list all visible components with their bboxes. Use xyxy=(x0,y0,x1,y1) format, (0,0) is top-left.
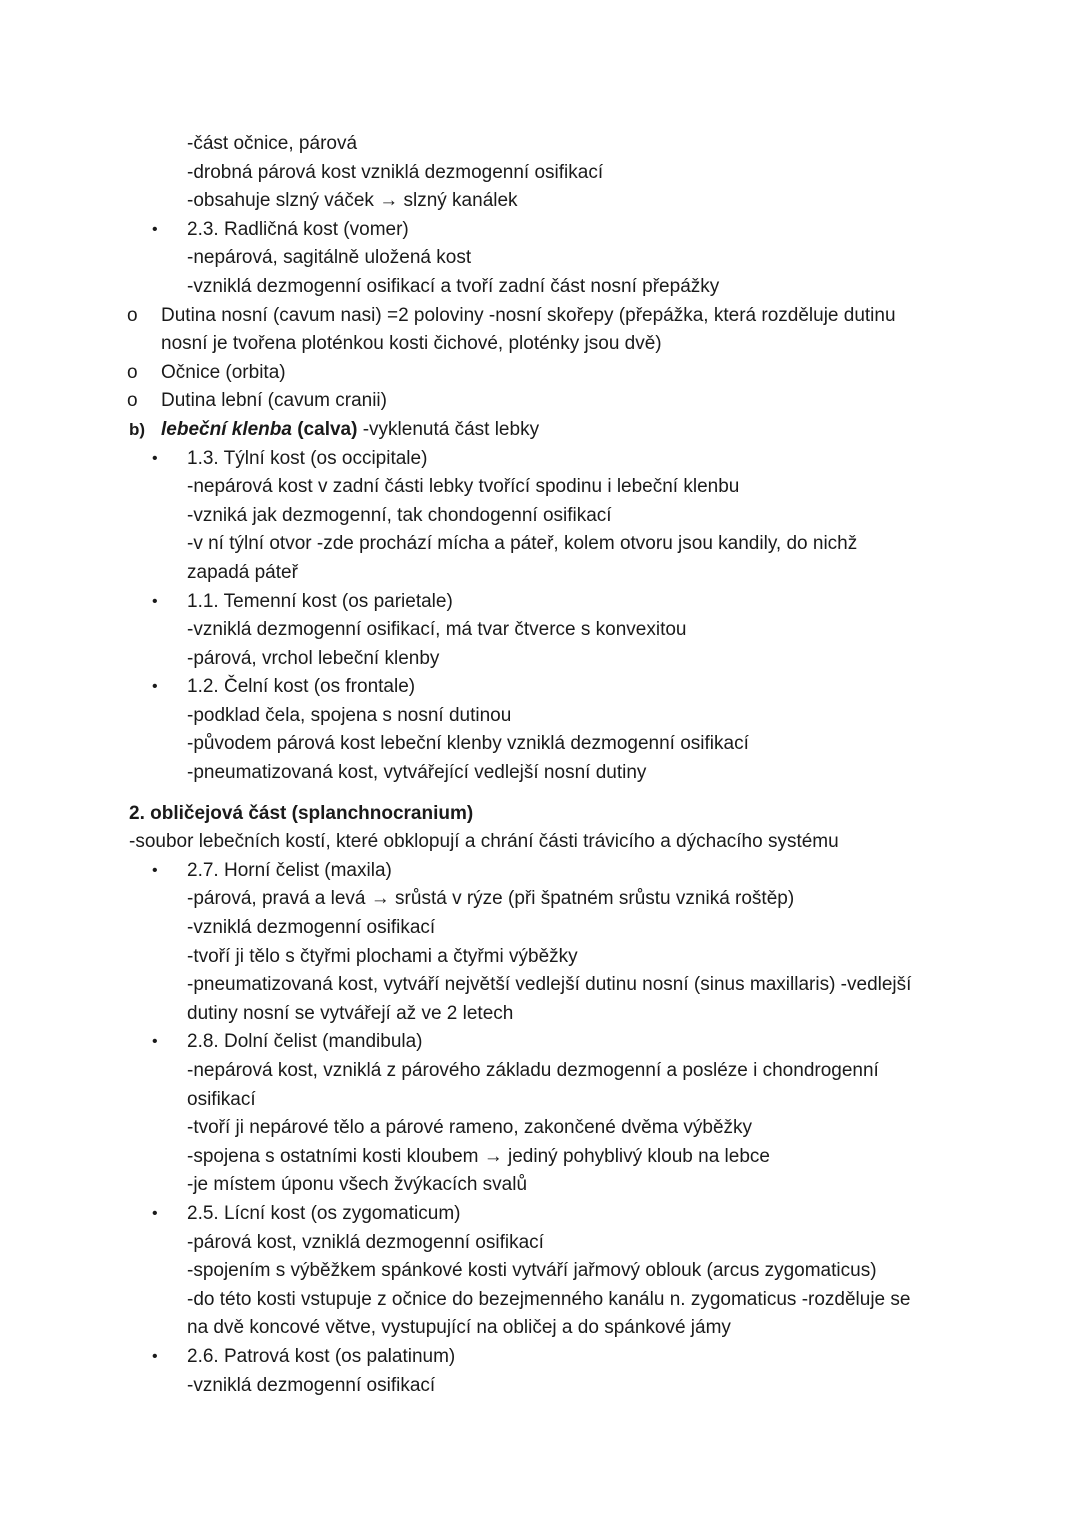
list-item-orbita xyxy=(0,359,1080,388)
text-line: zapadá páteř xyxy=(187,561,298,583)
item-title: 2.8. Dolní čelist (mandibula) xyxy=(187,1031,423,1053)
document-page xyxy=(0,130,1080,1400)
text-line: -tvoří ji tělo s čtyřmi plochami a čtyřmi výběžky xyxy=(187,945,578,967)
text-line: -je místem úponu všech žvýkacích svalů xyxy=(187,1174,528,1196)
text-line: -spojením s výběžkem spánkové kosti vytváří jařmový oblouk (arcus zygomaticus) xyxy=(187,1260,877,1282)
heading-bold: (calva) xyxy=(291,418,358,440)
list-item-palatinum xyxy=(0,1343,1080,1372)
item-title: 2.5. Lícní kost (os zygomaticum) xyxy=(187,1202,461,1224)
bullet-icon: • xyxy=(152,1033,158,1051)
list-item-maxila xyxy=(0,857,1080,886)
bullet-icon: • xyxy=(152,1204,158,1222)
text-line: -drobná párová kost vzniklá dezmogenní osifikací xyxy=(187,161,604,183)
text-line: na dvě koncové větve, vystupující na obličej a do spánkové jámy xyxy=(187,1317,731,1339)
list-item-occipitale xyxy=(0,445,1080,474)
item-title: 2.3. Radličná kost (vomer) xyxy=(187,218,409,240)
text-line: -původem párová kost lebeční klenby vzniklá dezmogenní osifikací xyxy=(187,733,749,755)
circle-bullet-icon: o xyxy=(127,390,138,412)
list-item-mandibula xyxy=(0,1028,1080,1057)
list-item-frontale xyxy=(0,673,1080,702)
text-line: -pneumatizovaná kost, vytváří největší vedlejší dutinu nosní (sinus maxillaris) -vedlejší xyxy=(187,974,912,996)
list-item-cavum-nasi xyxy=(0,302,1080,331)
item-text: Dutina lební (cavum cranii) xyxy=(161,390,387,412)
bullet-icon: • xyxy=(152,592,158,610)
text-line: -vzniklá dezmogenní osifikací a tvoří zadní část nosní přepážky xyxy=(187,275,720,297)
text-line: nosní je tvořena ploténkou kosti čichové, ploténky jsou dvě) xyxy=(161,333,662,355)
text-line: -párová, vrchol lebeční klenby xyxy=(187,647,440,669)
section-heading-splanchnocranium xyxy=(0,800,1080,829)
bullet-icon: • xyxy=(152,220,158,238)
text-line: -vzniklá dezmogenní osifikací xyxy=(187,917,436,939)
item-title: 2.6. Patrová kost (os palatinum) xyxy=(187,1345,456,1367)
text-line: -v ní týlní otvor -zde prochází mícha a páteř, kolem otvoru jsou kandily, do nichž xyxy=(187,533,858,555)
text-line: -pneumatizovaná kost, vytvářející vedlejší nosní dutiny xyxy=(187,762,647,784)
list-marker: b) xyxy=(129,419,146,439)
heading-rest: -vyklenutá část lebky xyxy=(357,418,540,440)
text-line: -vzniklá dezmogenní osifikací xyxy=(187,1374,436,1396)
text-line: -nepárová, sagitálně uložená kost xyxy=(187,247,472,269)
text-line: -obsahuje slzný váček → slzný kanálek xyxy=(187,190,518,212)
text-line: -vzniká jak dezmogenní, tak chondogenní osifikací xyxy=(187,504,612,526)
spacer xyxy=(0,788,1080,800)
bullet-icon: • xyxy=(152,449,158,467)
list-item-parietale xyxy=(0,588,1080,617)
text-line: -část očnice, párová xyxy=(187,133,358,154)
item-title: 1.1. Temenní kost (os parietale) xyxy=(187,590,453,612)
section-heading-calva xyxy=(0,416,1080,445)
text-line: -nepárová kost v zadní části lebky tvořící spodinu i lebeční klenbu xyxy=(187,476,740,498)
item-title: 2.7. Horní čelist (maxila) xyxy=(187,859,392,881)
item-text: Očnice (orbita) xyxy=(161,361,286,383)
item-text: Dutina nosní (cavum nasi) =2 poloviny -nosní skořepy (přepážka, která rozděluje dutinu xyxy=(161,304,896,326)
list-item-zygomaticum xyxy=(0,1200,1080,1229)
bullet-icon: • xyxy=(152,678,158,696)
circle-bullet-icon: o xyxy=(127,304,138,326)
text-line: dutiny nosní se vytvářejí až ve 2 letech xyxy=(187,1002,514,1024)
heading-text: 2. obličejová část (splanchnocranium) xyxy=(129,802,474,824)
list-item-vomer xyxy=(0,216,1080,245)
item-title: 1.3. Týlní kost (os occipitale) xyxy=(187,447,428,469)
list-item-cavum-cranii xyxy=(0,387,1080,416)
text-line: -nepárová kost, vzniklá z párového základu dezmogenní a posléze i chondrogenní xyxy=(187,1060,879,1081)
text-line: -párová kost, vzniklá dezmogenní osifikací xyxy=(187,1231,544,1253)
bullet-icon: • xyxy=(152,861,158,879)
text-line: -tvoří ji nepárové tělo a párové rameno, zakončené dvěma výběžky xyxy=(187,1117,753,1139)
text-line: -vzniklá dezmogenní osifikací, má tvar čtverce s konvexitou xyxy=(187,619,687,641)
text-line: -spojena s ostatními kosti kloubem → jediný pohyblivý kloub na lebce xyxy=(187,1145,770,1167)
circle-bullet-icon: o xyxy=(127,361,138,383)
text-line: -soubor lebečních kostí, které obklopují a chrání části trávicího a dýchacího systému xyxy=(129,831,839,853)
text-line: osifikací xyxy=(187,1088,256,1110)
text-line: -párová, pravá a levá → srůstá v rýze (při špatném srůstu vzniká roštěp) xyxy=(187,888,795,910)
text-line: -podklad čela, spojena s nosní dutinou xyxy=(187,704,512,726)
bullet-icon: • xyxy=(152,1347,158,1365)
heading-italic: lebeční klenba xyxy=(161,418,292,440)
item-title: 1.2. Čelní kost (os frontale) xyxy=(187,676,416,698)
text-line: -do této kosti vstupuje z očnice do bezejmenného kanálu n. zygomaticus -rozděluje se xyxy=(187,1288,911,1310)
